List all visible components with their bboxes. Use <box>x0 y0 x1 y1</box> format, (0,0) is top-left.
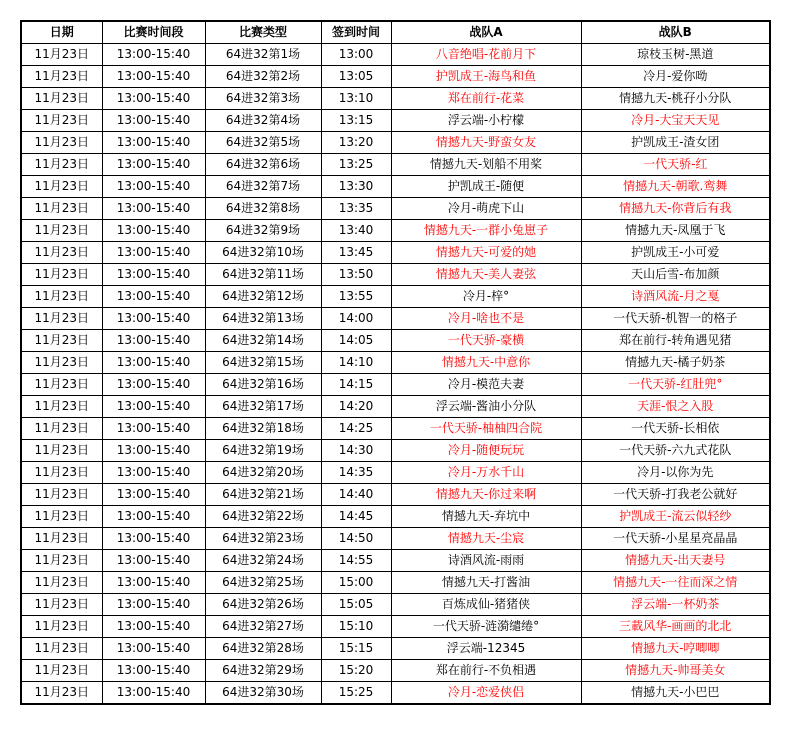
cell-period: 13:00-15:40 <box>102 638 205 660</box>
cell-date: 11月23日 <box>21 660 102 682</box>
cell-period: 13:00-15:40 <box>102 264 205 286</box>
cell-checkin-time: 15:20 <box>321 660 391 682</box>
table-row <box>21 198 770 220</box>
cell-period: 13:00-15:40 <box>102 198 205 220</box>
cell-match-type: 64进32第9场 <box>205 220 321 242</box>
cell-team-a: 情撼九天-打酱油 <box>391 572 581 594</box>
cell-checkin-time: 13:10 <box>321 88 391 110</box>
cell-period: 13:00-15:40 <box>102 176 205 198</box>
cell-date: 11月23日 <box>21 638 102 660</box>
cell-team-b: 情撼九天-一往而深之情 <box>581 572 770 594</box>
cell-match-type: 64进32第2场 <box>205 66 321 88</box>
cell-date: 11月23日 <box>21 88 102 110</box>
cell-period: 13:00-15:40 <box>102 506 205 528</box>
cell-checkin-time: 13:20 <box>321 132 391 154</box>
table-row <box>21 286 770 308</box>
cell-team-b: 郑在前行-转角遇见猪 <box>581 330 770 352</box>
cell-date: 11月23日 <box>21 286 102 308</box>
cell-team-a: 一代天骄-柚柚四合院 <box>391 418 581 440</box>
cell-date: 11月23日 <box>21 352 102 374</box>
cell-team-a: 冷月-恋爱侠侣 <box>391 682 581 705</box>
cell-team-a: 冷月-万水千山 <box>391 462 581 484</box>
cell-match-type: 64进32第27场 <box>205 616 321 638</box>
cell-checkin-time: 14:20 <box>321 396 391 418</box>
cell-date: 11月23日 <box>21 242 102 264</box>
cell-period: 13:00-15:40 <box>102 550 205 572</box>
cell-date: 11月23日 <box>21 220 102 242</box>
cell-match-type: 64进32第8场 <box>205 198 321 220</box>
cell-team-a: 郑在前行-花菜 <box>391 88 581 110</box>
header-match-type: 比赛类型 <box>205 21 321 44</box>
cell-team-a: 冷月-萌虎下山 <box>391 198 581 220</box>
table-row <box>21 660 770 682</box>
cell-team-b: 情撼九天-出天妻号 <box>581 550 770 572</box>
cell-team-a: 一代天骄-涟漪缱绻° <box>391 616 581 638</box>
cell-team-b: 情撼九天-凤凰于飞 <box>581 220 770 242</box>
header-team-a: 战队A <box>391 21 581 44</box>
cell-checkin-time: 14:00 <box>321 308 391 330</box>
cell-team-a: 情撼九天-一群小兔崽子 <box>391 220 581 242</box>
cell-team-b: 一代天骄-红肚兜° <box>581 374 770 396</box>
cell-period: 13:00-15:40 <box>102 308 205 330</box>
cell-match-type: 64进32第29场 <box>205 660 321 682</box>
cell-date: 11月23日 <box>21 506 102 528</box>
table-row <box>21 594 770 616</box>
cell-team-a: 冷月-模范夫妻 <box>391 374 581 396</box>
cell-match-type: 64进32第22场 <box>205 506 321 528</box>
cell-period: 13:00-15:40 <box>102 154 205 176</box>
cell-checkin-time: 14:30 <box>321 440 391 462</box>
cell-match-type: 64进32第5场 <box>205 132 321 154</box>
cell-checkin-time: 13:55 <box>321 286 391 308</box>
cell-team-a: 一代天骄-豪横 <box>391 330 581 352</box>
cell-period: 13:00-15:40 <box>102 440 205 462</box>
cell-date: 11月23日 <box>21 528 102 550</box>
cell-match-type: 64进32第17场 <box>205 396 321 418</box>
cell-period: 13:00-15:40 <box>102 66 205 88</box>
cell-date: 11月23日 <box>21 572 102 594</box>
cell-period: 13:00-15:40 <box>102 88 205 110</box>
cell-date: 11月23日 <box>21 374 102 396</box>
cell-checkin-time: 14:50 <box>321 528 391 550</box>
table-row <box>21 176 770 198</box>
cell-period: 13:00-15:40 <box>102 682 205 705</box>
cell-checkin-time: 14:45 <box>321 506 391 528</box>
cell-date: 11月23日 <box>21 44 102 66</box>
table-row <box>21 396 770 418</box>
cell-team-b: 一代天骄-红 <box>581 154 770 176</box>
cell-team-b: 一代天骄-机智一的格子 <box>581 308 770 330</box>
cell-team-a: 情撼九天-你过来啊 <box>391 484 581 506</box>
cell-team-b: 情撼九天-小巴巴 <box>581 682 770 705</box>
table-row <box>21 154 770 176</box>
match-schedule-table <box>20 20 771 705</box>
cell-period: 13:00-15:40 <box>102 110 205 132</box>
cell-checkin-time: 13:15 <box>321 110 391 132</box>
cell-period: 13:00-15:40 <box>102 616 205 638</box>
cell-team-a: 八音绝唱-花前月下 <box>391 44 581 66</box>
cell-date: 11月23日 <box>21 132 102 154</box>
cell-date: 11月23日 <box>21 264 102 286</box>
cell-checkin-time: 14:35 <box>321 462 391 484</box>
cell-team-b: 三載风华-画画的北北 <box>581 616 770 638</box>
cell-team-b: 琼枝玉树-黑道 <box>581 44 770 66</box>
cell-period: 13:00-15:40 <box>102 418 205 440</box>
cell-team-a: 护凯成王-随便 <box>391 176 581 198</box>
header-checkin-time: 签到时间 <box>321 21 391 44</box>
table-row <box>21 572 770 594</box>
table-row <box>21 110 770 132</box>
cell-team-a: 情撼九天-中意你 <box>391 352 581 374</box>
cell-team-a: 郑在前行-不负相遇 <box>391 660 581 682</box>
cell-team-b: 情撼九天-桃孖小分队 <box>581 88 770 110</box>
cell-checkin-time: 15:15 <box>321 638 391 660</box>
cell-match-type: 64进32第28场 <box>205 638 321 660</box>
table-row <box>21 506 770 528</box>
table-row <box>21 132 770 154</box>
cell-team-a: 护凯成王-海鸟和鱼 <box>391 66 581 88</box>
cell-match-type: 64进32第25场 <box>205 572 321 594</box>
cell-team-a: 冷月-梓° <box>391 286 581 308</box>
cell-date: 11月23日 <box>21 308 102 330</box>
cell-team-a: 情撼九天-野蛮女友 <box>391 132 581 154</box>
cell-team-a: 浮云端-12345 <box>391 638 581 660</box>
cell-date: 11月23日 <box>21 550 102 572</box>
cell-period: 13:00-15:40 <box>102 352 205 374</box>
cell-match-type: 64进32第23场 <box>205 528 321 550</box>
cell-checkin-time: 15:25 <box>321 682 391 705</box>
table-row <box>21 528 770 550</box>
cell-team-b: 冷月-以你为先 <box>581 462 770 484</box>
table-row <box>21 440 770 462</box>
cell-team-a: 百炼成仙-猪猪侠 <box>391 594 581 616</box>
cell-date: 11月23日 <box>21 616 102 638</box>
cell-match-type: 64进32第18场 <box>205 418 321 440</box>
table-row <box>21 264 770 286</box>
cell-match-type: 64进32第6场 <box>205 154 321 176</box>
cell-period: 13:00-15:40 <box>102 242 205 264</box>
cell-checkin-time: 14:10 <box>321 352 391 374</box>
cell-checkin-time: 13:30 <box>321 176 391 198</box>
cell-match-type: 64进32第24场 <box>205 550 321 572</box>
cell-date: 11月23日 <box>21 330 102 352</box>
table-row <box>21 550 770 572</box>
cell-team-a: 冷月-随便玩玩 <box>391 440 581 462</box>
cell-period: 13:00-15:40 <box>102 462 205 484</box>
cell-checkin-time: 13:00 <box>321 44 391 66</box>
cell-team-a: 浮云端-小柠檬 <box>391 110 581 132</box>
cell-checkin-time: 14:15 <box>321 374 391 396</box>
cell-checkin-time: 13:50 <box>321 264 391 286</box>
cell-checkin-time: 13:25 <box>321 154 391 176</box>
cell-match-type: 64进32第10场 <box>205 242 321 264</box>
cell-match-type: 64进32第1场 <box>205 44 321 66</box>
table-row <box>21 308 770 330</box>
cell-period: 13:00-15:40 <box>102 484 205 506</box>
cell-period: 13:00-15:40 <box>102 594 205 616</box>
cell-team-a: 情撼九天-弃坑中 <box>391 506 581 528</box>
table-row <box>21 462 770 484</box>
cell-team-a: 情撼九天-尘宸 <box>391 528 581 550</box>
cell-checkin-time: 14:05 <box>321 330 391 352</box>
table-row <box>21 352 770 374</box>
header-date: 日期 <box>21 21 102 44</box>
cell-team-a: 情撼九天-美人妻弦 <box>391 264 581 286</box>
cell-match-type: 64进32第19场 <box>205 440 321 462</box>
cell-match-type: 64进32第15场 <box>205 352 321 374</box>
cell-match-type: 64进32第4场 <box>205 110 321 132</box>
table-row <box>21 484 770 506</box>
cell-date: 11月23日 <box>21 66 102 88</box>
table-row <box>21 88 770 110</box>
cell-team-b: 一代天骄-长相依 <box>581 418 770 440</box>
cell-period: 13:00-15:40 <box>102 132 205 154</box>
table-row <box>21 220 770 242</box>
cell-match-type: 64进32第7场 <box>205 176 321 198</box>
cell-team-b: 一代天骄-六九式花队 <box>581 440 770 462</box>
cell-period: 13:00-15:40 <box>102 286 205 308</box>
cell-period: 13:00-15:40 <box>102 330 205 352</box>
table-row <box>21 242 770 264</box>
cell-date: 11月23日 <box>21 682 102 705</box>
cell-checkin-time: 15:00 <box>321 572 391 594</box>
cell-period: 13:00-15:40 <box>102 660 205 682</box>
cell-team-b: 天涯-恨之入股 <box>581 396 770 418</box>
cell-match-type: 64进32第30场 <box>205 682 321 705</box>
cell-match-type: 64进32第11场 <box>205 264 321 286</box>
cell-team-b: 浮云端-一杯奶茶 <box>581 594 770 616</box>
cell-team-b: 情撼九天-朝歌.鸾舞 <box>581 176 770 198</box>
cell-match-type: 64进32第26场 <box>205 594 321 616</box>
table-row <box>21 638 770 660</box>
cell-team-b: 一代天骄-小星星亮晶晶 <box>581 528 770 550</box>
cell-period: 13:00-15:40 <box>102 396 205 418</box>
cell-team-b: 情撼九天-哼唧唧 <box>581 638 770 660</box>
table-row <box>21 44 770 66</box>
table-row <box>21 330 770 352</box>
cell-checkin-time: 15:10 <box>321 616 391 638</box>
cell-team-b: 情撼九天-你背后有我 <box>581 198 770 220</box>
cell-team-b: 诗酒风流-月之戛 <box>581 286 770 308</box>
cell-date: 11月23日 <box>21 440 102 462</box>
cell-date: 11月23日 <box>21 484 102 506</box>
cell-match-type: 64进32第3场 <box>205 88 321 110</box>
cell-checkin-time: 15:05 <box>321 594 391 616</box>
cell-match-type: 64进32第12场 <box>205 286 321 308</box>
cell-match-type: 64进32第14场 <box>205 330 321 352</box>
cell-date: 11月23日 <box>21 154 102 176</box>
cell-team-a: 诗酒风流-雨雨 <box>391 550 581 572</box>
cell-date: 11月23日 <box>21 396 102 418</box>
header-period: 比赛时间段 <box>102 21 205 44</box>
cell-date: 11月23日 <box>21 176 102 198</box>
cell-checkin-time: 13:40 <box>321 220 391 242</box>
cell-team-a: 冷月-啥也不是 <box>391 308 581 330</box>
cell-period: 13:00-15:40 <box>102 572 205 594</box>
cell-date: 11月23日 <box>21 594 102 616</box>
cell-checkin-time: 14:25 <box>321 418 391 440</box>
table-body <box>21 44 770 705</box>
cell-team-b: 天山后雪-布加颜 <box>581 264 770 286</box>
cell-match-type: 64进32第20场 <box>205 462 321 484</box>
cell-team-a: 情撼九天-可爱的她 <box>391 242 581 264</box>
cell-period: 13:00-15:40 <box>102 220 205 242</box>
cell-team-b: 护凯成王-渣女团 <box>581 132 770 154</box>
cell-team-a: 情撼九天-划船不用桨 <box>391 154 581 176</box>
header-team-b: 战队B <box>581 21 770 44</box>
cell-checkin-time: 13:35 <box>321 198 391 220</box>
cell-team-b: 一代天骄-打我老公就好 <box>581 484 770 506</box>
cell-period: 13:00-15:40 <box>102 44 205 66</box>
cell-period: 13:00-15:40 <box>102 528 205 550</box>
cell-checkin-time: 14:40 <box>321 484 391 506</box>
cell-team-b: 护凯成王-小可爱 <box>581 242 770 264</box>
cell-team-b: 情撼九天-橘子奶茶 <box>581 352 770 374</box>
cell-checkin-time: 14:55 <box>321 550 391 572</box>
cell-team-b: 情撼九天-帅哥美女 <box>581 660 770 682</box>
table-row <box>21 374 770 396</box>
table-row <box>21 418 770 440</box>
cell-team-b: 冷月-大宝天天见 <box>581 110 770 132</box>
table-row <box>21 66 770 88</box>
cell-date: 11月23日 <box>21 462 102 484</box>
table-row <box>21 616 770 638</box>
cell-date: 11月23日 <box>21 198 102 220</box>
cell-team-b: 冷月-爱你呦 <box>581 66 770 88</box>
cell-match-type: 64进32第13场 <box>205 308 321 330</box>
cell-team-b: 护凯成王-流云似轻纱 <box>581 506 770 528</box>
cell-match-type: 64进32第21场 <box>205 484 321 506</box>
cell-date: 11月23日 <box>21 110 102 132</box>
cell-team-a: 浮云端-酱油小分队 <box>391 396 581 418</box>
table-row <box>21 682 770 705</box>
cell-date: 11月23日 <box>21 418 102 440</box>
cell-match-type: 64进32第16场 <box>205 374 321 396</box>
cell-checkin-time: 13:05 <box>321 66 391 88</box>
cell-checkin-time: 13:45 <box>321 242 391 264</box>
header-row <box>21 21 770 44</box>
cell-period: 13:00-15:40 <box>102 374 205 396</box>
